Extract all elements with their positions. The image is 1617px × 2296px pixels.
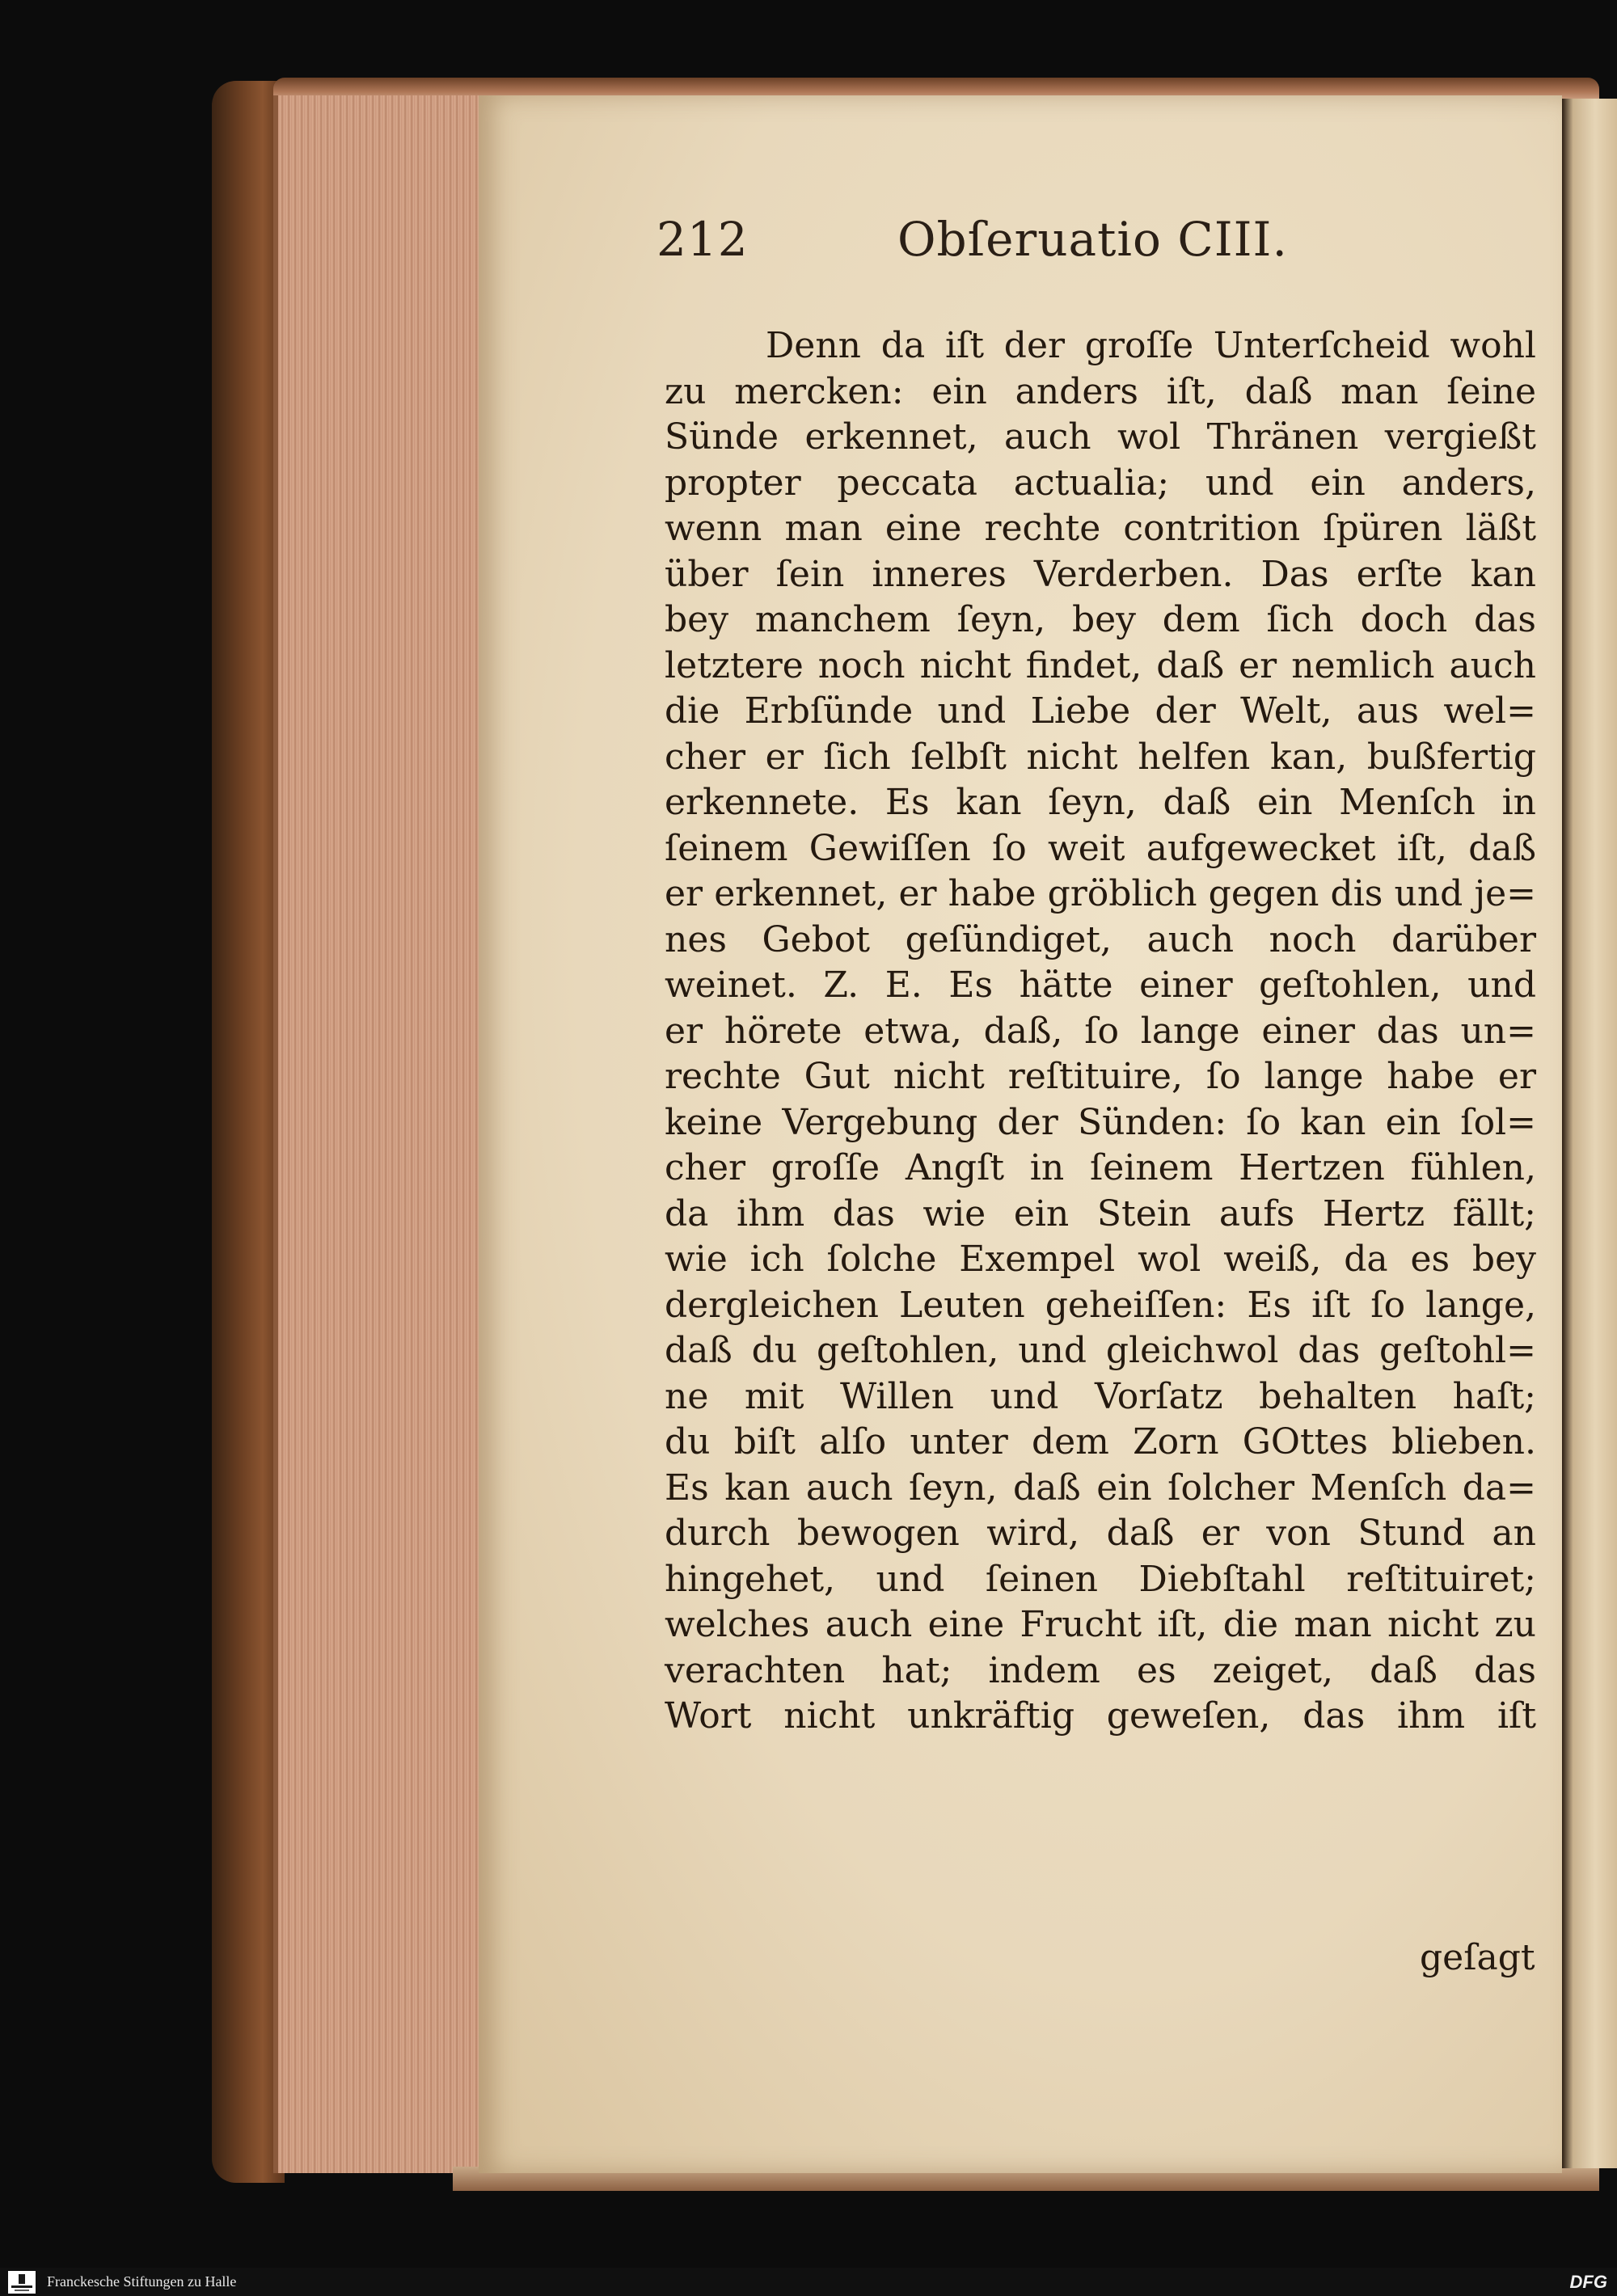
text-line: da ihm das wie ein Stein aufs Hertz fällt; bbox=[665, 1192, 1536, 1235]
text-line: durch bewogen wird, daß er von Stund an bbox=[665, 1513, 1536, 1554]
text-line: die Erbſünde und Liebe der Welt, aus wel= bbox=[665, 690, 1536, 732]
text-line: propter peccata actualia; und ein anders, bbox=[665, 462, 1536, 504]
text-line: verachten hat; indem es zeiget, daß das bbox=[665, 1649, 1536, 1691]
text-line: wenn man eine rechte contrition ſpüren läßt bbox=[665, 508, 1536, 549]
text-line: cher er ſich ſelbſt nicht helfen kan, bußfertig bbox=[665, 736, 1536, 778]
text-line: keine Vergebung der Sünden: ſo kan ein ſol= bbox=[665, 1101, 1536, 1143]
text-line: ne mit Willen und Vorſatz behalten haſt; bbox=[665, 1375, 1536, 1417]
text-line: Denn da iſt der groſſe Unterſcheid wohl bbox=[766, 325, 1536, 366]
text-line: letztere noch nicht findet, daß er nemlich auch bbox=[665, 644, 1536, 686]
text-line: nes Gebot geſündiget, auch noch darüber bbox=[665, 918, 1536, 960]
text-line: welches auch eine Frucht iſt, die man nicht zu bbox=[665, 1604, 1536, 1645]
body-text bbox=[665, 323, 1536, 1740]
page-fore-edge bbox=[273, 95, 490, 2173]
catchword: geſagt bbox=[1420, 1937, 1535, 1978]
text-line: rechte Gut nicht reſtituire, ſo lange habe er bbox=[665, 1056, 1536, 1097]
text-line: zu mercken: ein anders iſt, daß man ſeine bbox=[665, 370, 1536, 412]
text-line: du biſt alſo unter dem Zorn GOttes blieben. bbox=[665, 1421, 1536, 1462]
text-line: bey manchem ſeyn, bey dem ſich doch das bbox=[665, 599, 1536, 640]
text-line: weinet. Z. E. Es hätte einer geſtohlen, und bbox=[665, 964, 1536, 1006]
page-number: 212 bbox=[657, 212, 749, 267]
text-line: er hörete etwa, daß, ſo lange einer das un= bbox=[665, 1010, 1536, 1052]
text-line: erkennete. Es kan ſeyn, daß ein Menſch in bbox=[665, 782, 1536, 823]
running-title: Obſeruatio CIII. bbox=[897, 212, 1288, 267]
facing-page-edge bbox=[1562, 99, 1617, 2168]
text-line: ſeinem Gewiſſen ſo weit aufgewecket iſt, daß bbox=[665, 827, 1536, 869]
page-header bbox=[657, 212, 1546, 285]
footer-bar bbox=[0, 2268, 1617, 2296]
text-line: daß du geſtohlen, und gleichwol das geſtohl= bbox=[665, 1330, 1536, 1371]
text-line: Sünde erkennet, auch wol Thränen vergießt bbox=[665, 416, 1536, 458]
text-line: über ſein inneres Verderben. Das erſte kan bbox=[665, 553, 1536, 595]
text-line: er erkennet, er habe gröblich gegen dis und je= bbox=[665, 873, 1536, 914]
institution-name: Franckesche Stiftungen zu Halle bbox=[47, 2273, 237, 2290]
text-line: wie ich ſolche Exempel wol weiß, da es bey bbox=[665, 1239, 1536, 1280]
text-line: Es kan auch ſeyn, daß ein ſolcher Menſch da= bbox=[665, 1467, 1536, 1509]
text-line: hingehet, und ſeinen Diebſtahl reſtituiret; bbox=[665, 1558, 1536, 1600]
institution-logo-icon bbox=[8, 2271, 36, 2294]
text-line: dergleichen Leuten geheiſſen: Es iſt ſo lange, bbox=[665, 1284, 1536, 1326]
text-line: Wort nicht unkräftig geweſen, das ihm iſt bbox=[665, 1695, 1536, 1737]
dfg-badge: DFG bbox=[1569, 2272, 1607, 2292]
text-line: cher groſſe Angſt in ſeinem Hertzen fühlen, bbox=[665, 1147, 1536, 1188]
